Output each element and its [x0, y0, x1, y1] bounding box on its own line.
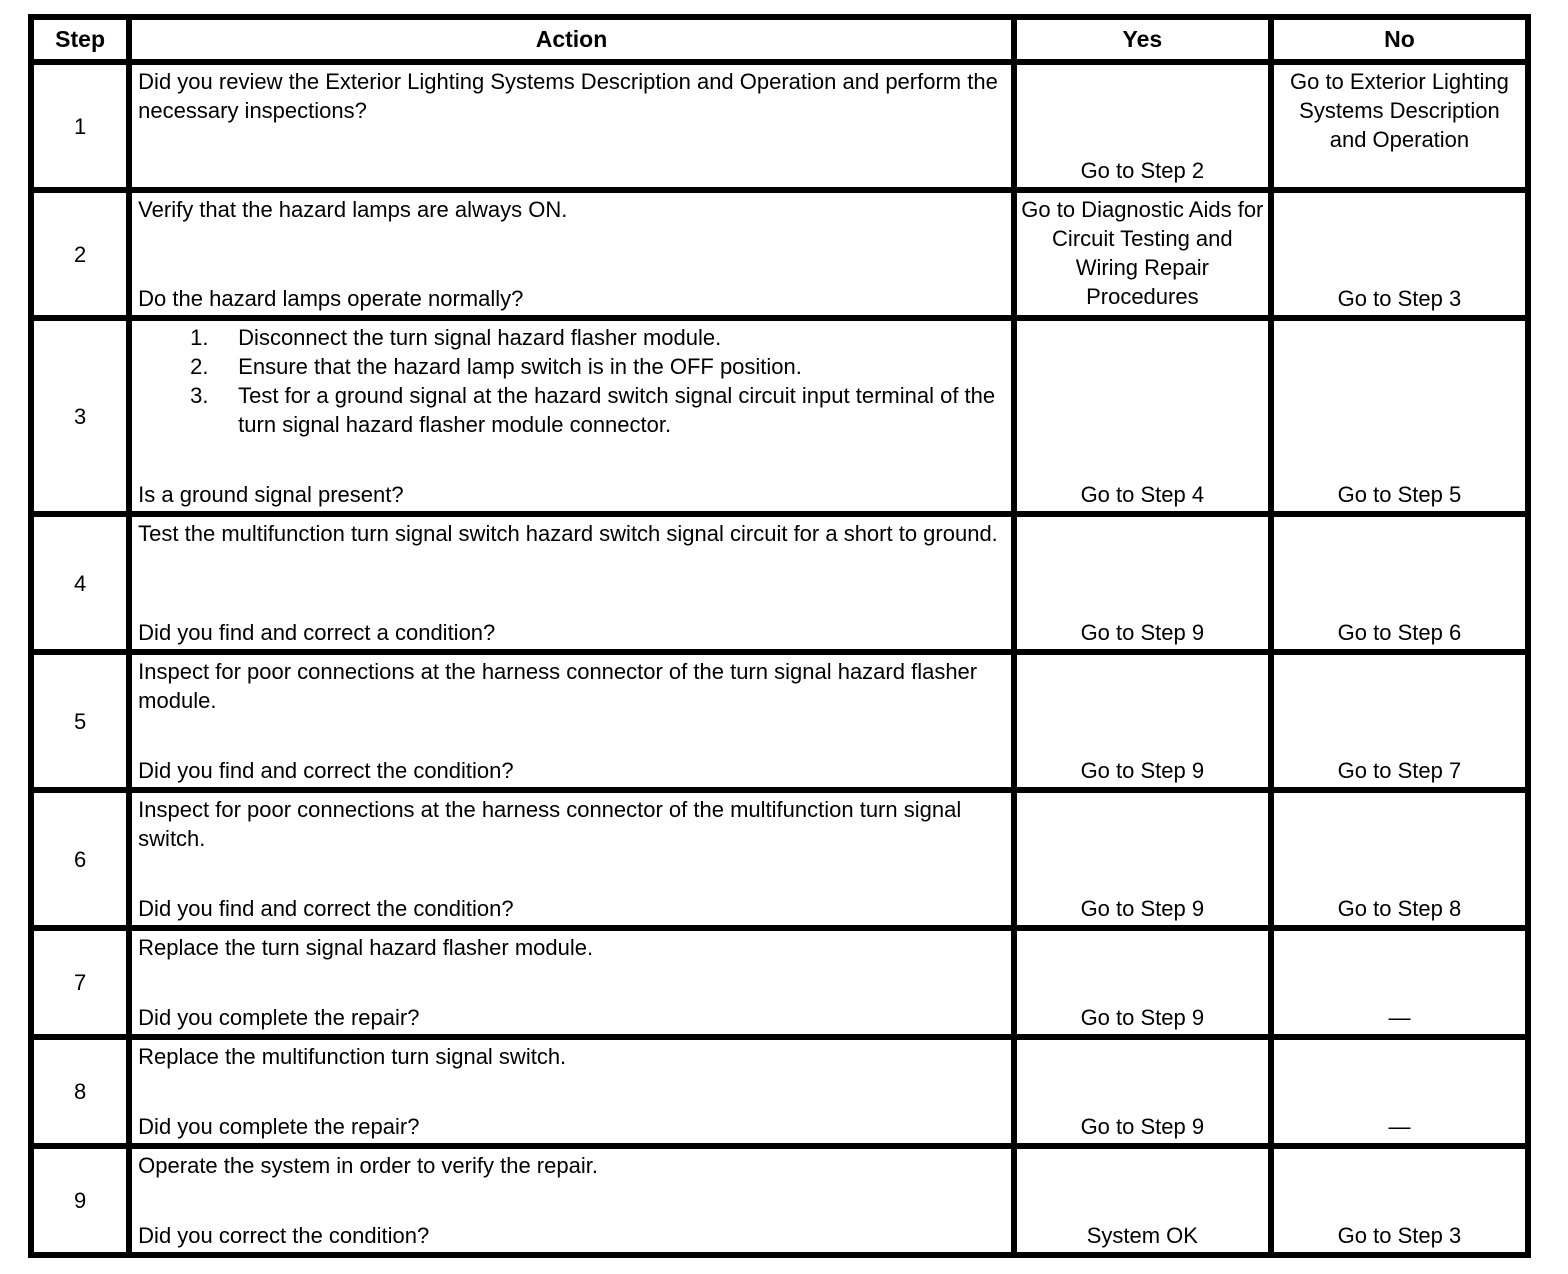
yes-text: Go to Step 4 — [1080, 482, 1205, 507]
yes-cell — [1014, 62, 1271, 190]
yes-cell — [1014, 190, 1271, 318]
step-number: 7 — [31, 928, 129, 1037]
yes-cell — [1014, 318, 1271, 514]
list-number: 2. — [190, 354, 209, 379]
table-row — [31, 1037, 1528, 1146]
no-cell — [1271, 790, 1528, 928]
action-cell — [129, 1037, 1014, 1146]
list-item — [190, 381, 1007, 439]
action-text: Replace the multifunction turn signal switch. — [138, 1044, 567, 1069]
action-question: Did you correct the condition? — [138, 1223, 430, 1248]
yes-text: Go to Step 9 — [1080, 758, 1205, 783]
action-text: Inspect for poor connections at the harness connector of the multifunction turn signal switch. — [138, 797, 962, 851]
no-cell — [1271, 318, 1528, 514]
yes-cell — [1014, 928, 1271, 1037]
yes-cell — [1014, 1037, 1271, 1146]
yes-text: Go to Step 9 — [1080, 1005, 1205, 1030]
no-text: Go to Step 8 — [1337, 896, 1462, 921]
action-text: Test the multifunction turn signal switch hazard switch signal circuit for a short to ground. — [138, 521, 998, 546]
yes-cell — [1014, 1146, 1271, 1255]
action-cell — [129, 652, 1014, 790]
action-text: Verify that the hazard lamps are always ON. — [138, 197, 568, 222]
action-question: Is a ground signal present? — [138, 482, 404, 507]
table-row — [31, 514, 1528, 652]
step-number: 6 — [31, 790, 129, 928]
header-yes: Yes — [1014, 17, 1271, 62]
table-row — [31, 652, 1528, 790]
procedure-list — [138, 323, 1007, 439]
table-row — [31, 62, 1528, 190]
diagnostic-table — [28, 14, 1531, 1258]
no-text: — — [1388, 1114, 1411, 1139]
no-text: Go to Step 3 — [1337, 1223, 1462, 1248]
no-text: Go to Step 7 — [1337, 758, 1462, 783]
step-number: 3 — [31, 318, 129, 514]
action-cell — [129, 1146, 1014, 1255]
action-cell — [129, 190, 1014, 318]
no-text: — — [1388, 1005, 1411, 1030]
action-question: Did you find and correct the condition? — [138, 758, 514, 783]
action-question: Did you find and correct a condition? — [138, 620, 496, 645]
no-text: Go to Exterior Lighting Systems Description and Operation — [1289, 69, 1509, 152]
yes-cell — [1014, 652, 1271, 790]
no-text: Go to Step 3 — [1337, 286, 1462, 311]
no-cell — [1271, 928, 1528, 1037]
list-number: 1. — [190, 325, 209, 350]
action-cell — [129, 514, 1014, 652]
action-cell — [129, 790, 1014, 928]
no-cell — [1271, 652, 1528, 790]
header-action: Action — [129, 17, 1014, 62]
no-cell — [1271, 62, 1528, 190]
action-text: Did you review the Exterior Lighting Systems Description and Operation and perform the necessary inspections? — [138, 69, 998, 123]
header-step: Step — [31, 17, 129, 62]
action-text: Replace the turn signal hazard flasher module. — [138, 935, 594, 960]
list-item — [190, 352, 1007, 381]
step-number: 9 — [31, 1146, 129, 1255]
no-cell — [1271, 1037, 1528, 1146]
yes-text: Go to Step 9 — [1080, 1114, 1205, 1139]
action-cell — [129, 318, 1014, 514]
action-text: Inspect for poor connections at the harness connector of the turn signal hazard flasher module. — [138, 659, 978, 713]
table-row — [31, 1146, 1528, 1255]
yes-cell — [1014, 790, 1271, 928]
step-number: 2 — [31, 190, 129, 318]
action-question: Did you complete the repair? — [138, 1114, 420, 1139]
no-text: Go to Step 5 — [1337, 482, 1462, 507]
list-text: Disconnect the turn signal hazard flasher module. — [238, 325, 722, 350]
action-question: Did you complete the repair? — [138, 1005, 420, 1030]
yes-cell — [1014, 514, 1271, 652]
action-text: Operate the system in order to verify the repair. — [138, 1153, 598, 1178]
list-number: 3. — [190, 383, 209, 408]
table-row — [31, 190, 1528, 318]
step-number: 1 — [31, 62, 129, 190]
action-cell — [129, 62, 1014, 190]
yes-text: Go to Step 9 — [1080, 896, 1205, 921]
no-cell — [1271, 514, 1528, 652]
action-cell — [129, 928, 1014, 1037]
header-no: No — [1271, 17, 1528, 62]
table-row — [31, 790, 1528, 928]
no-text: Go to Step 6 — [1337, 620, 1462, 645]
yes-text: Go to Step 2 — [1080, 158, 1205, 183]
list-text: Ensure that the hazard lamp switch is in the OFF position. — [238, 354, 802, 379]
yes-text: Go to Step 9 — [1080, 620, 1205, 645]
header-row — [31, 17, 1528, 62]
table-row — [31, 318, 1528, 514]
yes-text: System OK — [1086, 1223, 1198, 1248]
step-number: 8 — [31, 1037, 129, 1146]
step-number: 5 — [31, 652, 129, 790]
no-cell — [1271, 190, 1528, 318]
list-item — [190, 323, 1007, 352]
table-row — [31, 928, 1528, 1037]
step-number: 4 — [31, 514, 129, 652]
action-question: Did you find and correct the condition? — [138, 896, 514, 921]
action-question: Do the hazard lamps operate normally? — [138, 286, 524, 311]
no-cell — [1271, 1146, 1528, 1255]
yes-text: Go to Diagnostic Aids for Circuit Testing and Wiring Repair Procedures — [1021, 197, 1264, 309]
list-text: Test for a ground signal at the hazard switch signal circuit input terminal of the turn signal hazard flasher module connector. — [238, 383, 996, 437]
